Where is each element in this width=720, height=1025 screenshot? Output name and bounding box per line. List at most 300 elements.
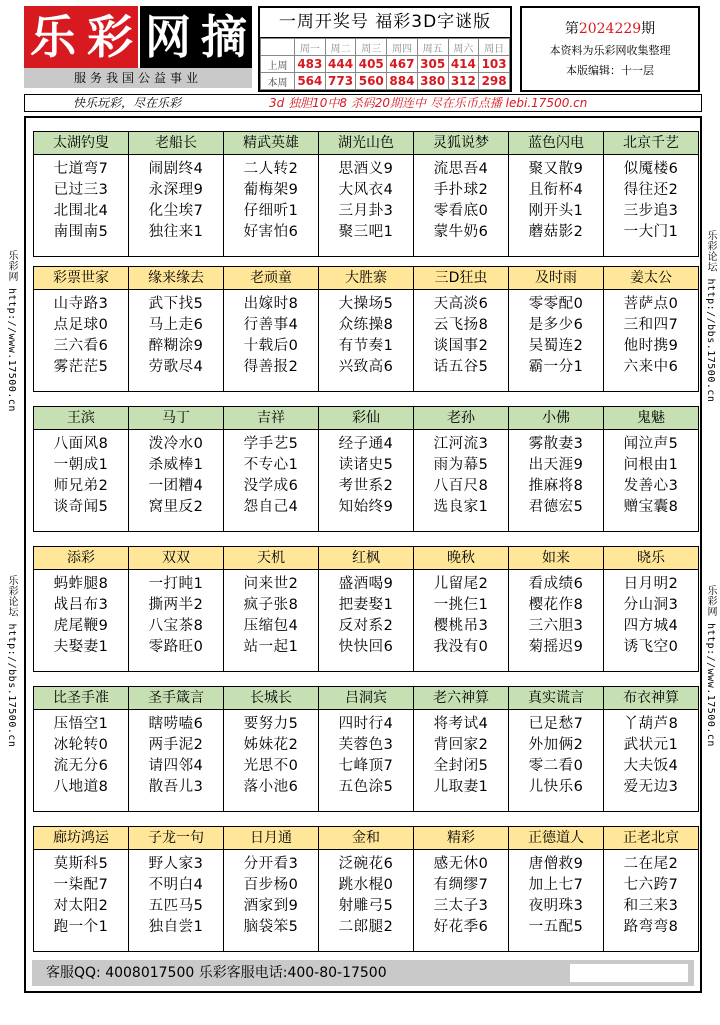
riddle-line: 问来世2 bbox=[243, 576, 299, 592]
cell-lines bbox=[224, 570, 318, 658]
puzzle-cell bbox=[33, 686, 129, 812]
cell-title: 如来 bbox=[509, 547, 603, 570]
riddle-line: 三六看6 bbox=[53, 338, 109, 354]
puzzle-cell bbox=[128, 546, 224, 672]
cell-title: 太湖钓叟 bbox=[34, 132, 128, 155]
riddle-line: 盛酒喝9 bbox=[338, 576, 394, 592]
logo-char: 乐 bbox=[24, 6, 82, 68]
riddle-line: 分山洞3 bbox=[623, 597, 679, 613]
logo-char: 网 bbox=[140, 6, 196, 68]
puzzle-cell bbox=[33, 826, 129, 952]
riddle-line: 赠宝囊8 bbox=[623, 499, 679, 515]
riddle-line: 五色涂5 bbox=[338, 779, 394, 795]
riddle-line: 爱无边3 bbox=[623, 779, 679, 795]
cell-lines bbox=[509, 155, 603, 243]
cell-lines bbox=[224, 430, 318, 518]
puzzle-cell bbox=[318, 406, 414, 532]
riddle-line: 分开看3 bbox=[243, 856, 299, 872]
tagline-left: 快乐玩彩，尽在乐彩 bbox=[73, 96, 182, 110]
riddle-line: 出天涯9 bbox=[528, 457, 584, 473]
riddle-line: 有节奏1 bbox=[338, 338, 394, 354]
riddle-line: 唐僧救9 bbox=[528, 856, 584, 872]
riddle-line: 一团糟4 bbox=[148, 478, 204, 494]
cell-lines bbox=[224, 850, 318, 938]
cell-title: 晚秋 bbox=[414, 547, 508, 570]
riddle-line: 零看底0 bbox=[433, 203, 489, 219]
cell-lines bbox=[414, 430, 508, 518]
cell-title: 正德道人 bbox=[509, 827, 603, 850]
riddle-line: 流无分6 bbox=[53, 758, 109, 774]
cell-lines bbox=[509, 570, 603, 658]
day-header: 周六 bbox=[448, 39, 479, 56]
riddle-line: 君德宏5 bbox=[528, 499, 584, 515]
riddle-line: 零二看0 bbox=[528, 758, 584, 774]
riddle-line: 瞎唠嗑6 bbox=[148, 716, 204, 732]
riddle-line: 儿留尾2 bbox=[433, 576, 489, 592]
cell-lines bbox=[604, 155, 698, 243]
puzzle-cell bbox=[223, 546, 319, 672]
riddle-line: 有绸缪7 bbox=[433, 877, 489, 893]
side-text-left-bottom: 乐彩论坛 http://bbs.17500.cn bbox=[6, 575, 17, 748]
cell-lines bbox=[129, 155, 223, 243]
riddle-line: 行善事4 bbox=[243, 317, 299, 333]
draw-number: 380 bbox=[417, 73, 448, 90]
riddle-line: 跑一个1 bbox=[53, 919, 109, 935]
riddle-line: 一挑仨1 bbox=[433, 597, 489, 613]
cell-title: 王滨 bbox=[34, 407, 128, 430]
riddle-line: 零零配0 bbox=[528, 296, 584, 312]
riddle-line: 他时携9 bbox=[623, 338, 679, 354]
riddle-line: 霸一分1 bbox=[528, 359, 584, 375]
riddle-line: 师兄弟2 bbox=[53, 478, 109, 494]
riddle-line: 知始终9 bbox=[338, 499, 394, 515]
cell-title: 蓝色闪电 bbox=[509, 132, 603, 155]
riddle-line: 三和四7 bbox=[623, 317, 679, 333]
puzzle-cell bbox=[603, 546, 699, 672]
riddle-line: 莫斯科5 bbox=[53, 856, 109, 872]
cell-title: 彩票世家 bbox=[34, 267, 128, 290]
riddle-line: 将考试4 bbox=[433, 716, 489, 732]
cell-title: 子龙一句 bbox=[129, 827, 223, 850]
puzzle-cell bbox=[318, 266, 414, 392]
cell-lines bbox=[319, 155, 413, 243]
riddle-line: 樱花作8 bbox=[528, 597, 584, 613]
footer-blank-box bbox=[570, 964, 688, 982]
riddle-line: 七峰顶7 bbox=[338, 758, 394, 774]
riddle-line: 菊摇迟9 bbox=[528, 639, 584, 655]
cell-lines bbox=[129, 570, 223, 658]
cell-lines bbox=[319, 850, 413, 938]
riddle-line: 刚开头1 bbox=[528, 203, 584, 219]
riddle-line: 酒家到9 bbox=[243, 898, 299, 914]
riddle-line: 六来中6 bbox=[623, 359, 679, 375]
puzzle-cell bbox=[508, 406, 604, 532]
draw-number: 884 bbox=[387, 73, 418, 90]
riddle-line: 谈奇闻5 bbox=[53, 499, 109, 515]
riddle-line: 雨为幕5 bbox=[433, 457, 489, 473]
riddle-line: 菩萨点0 bbox=[623, 296, 679, 312]
riddle-line: 读诸史5 bbox=[338, 457, 394, 473]
riddle-line: 独往来1 bbox=[148, 224, 204, 240]
riddle-line: 姊妹花2 bbox=[243, 737, 299, 753]
riddle-line: 泼冷水0 bbox=[148, 436, 204, 452]
cell-lines bbox=[129, 290, 223, 378]
puzzle-cell bbox=[508, 131, 604, 257]
riddle-line: 独自尝1 bbox=[148, 919, 204, 935]
day-header: 周四 bbox=[387, 39, 418, 56]
draw-number: 414 bbox=[448, 56, 479, 73]
draw-number: 103 bbox=[479, 56, 510, 73]
riddle-line: 经子通4 bbox=[338, 436, 394, 452]
riddle-line: 已足愁7 bbox=[528, 716, 584, 732]
riddle-line: 三步追3 bbox=[623, 203, 679, 219]
riddle-line: 吴蜀连2 bbox=[528, 338, 584, 354]
cell-title: 鬼魅 bbox=[604, 407, 698, 430]
footer bbox=[32, 960, 694, 986]
riddle-line: 思酒义9 bbox=[338, 161, 394, 177]
riddle-line: 大夫饭4 bbox=[623, 758, 679, 774]
cell-lines bbox=[414, 850, 508, 938]
riddle-line: 三太子3 bbox=[433, 898, 489, 914]
cell-lines bbox=[509, 430, 603, 518]
week-table bbox=[260, 38, 510, 90]
cell-lines bbox=[224, 710, 318, 798]
riddle-line: 聚又散9 bbox=[528, 161, 584, 177]
riddle-line: 得往还2 bbox=[623, 182, 679, 198]
riddle-line: 云飞扬8 bbox=[433, 317, 489, 333]
riddle-line: 兴致高6 bbox=[338, 359, 394, 375]
riddle-line: 战吕布3 bbox=[53, 597, 109, 613]
cell-lines bbox=[604, 290, 698, 378]
riddle-line: 脑袋笨5 bbox=[243, 919, 299, 935]
draw-number: 444 bbox=[325, 56, 356, 73]
day-header: 周五 bbox=[417, 39, 448, 56]
riddle-line: 三六胆3 bbox=[528, 618, 584, 634]
riddle-line: 加上七7 bbox=[528, 877, 584, 893]
puzzle-cell bbox=[603, 686, 699, 812]
cell-title: 吕洞宾 bbox=[319, 687, 413, 710]
puzzle-cell bbox=[33, 406, 129, 532]
cell-lines bbox=[34, 290, 128, 378]
riddle-line: 反对系2 bbox=[338, 618, 394, 634]
cell-lines bbox=[129, 850, 223, 938]
cell-title: 添彩 bbox=[34, 547, 128, 570]
cell-title: 三D狂虫 bbox=[414, 267, 508, 290]
riddle-line: 四方城4 bbox=[623, 618, 679, 634]
puzzle-cell bbox=[223, 406, 319, 532]
cell-lines bbox=[604, 710, 698, 798]
issue-line bbox=[522, 18, 698, 38]
cell-lines bbox=[414, 155, 508, 243]
puzzle-cell bbox=[508, 266, 604, 392]
cell-title: 老船长 bbox=[129, 132, 223, 155]
cell-title: 廊坊鸿运 bbox=[34, 827, 128, 850]
cell-title: 精武英雄 bbox=[224, 132, 318, 155]
riddle-line: 武状元1 bbox=[623, 737, 679, 753]
riddle-line: 二郎腿2 bbox=[338, 919, 394, 935]
cell-title: 双双 bbox=[129, 547, 223, 570]
riddle-line: 怨自己4 bbox=[243, 499, 299, 515]
puzzle-cell bbox=[413, 546, 509, 672]
riddle-line: 考世系2 bbox=[338, 478, 394, 494]
cell-lines bbox=[34, 850, 128, 938]
riddle-line: 射雕弓5 bbox=[338, 898, 394, 914]
riddle-line: 背回家2 bbox=[433, 737, 489, 753]
cell-title: 老顽童 bbox=[224, 267, 318, 290]
cell-title: 北京千艺 bbox=[604, 132, 698, 155]
puzzle-cell bbox=[413, 131, 509, 257]
riddle-line: 没学成6 bbox=[243, 478, 299, 494]
riddle-line: 推麻将8 bbox=[528, 478, 584, 494]
riddle-line: 撕两半2 bbox=[148, 597, 204, 613]
riddle-line: 大操场5 bbox=[338, 296, 394, 312]
riddle-line: 两手泥2 bbox=[148, 737, 204, 753]
riddle-line: 快快回6 bbox=[338, 639, 394, 655]
riddle-line: 要努力5 bbox=[243, 716, 299, 732]
riddle-line: 一柒配7 bbox=[53, 877, 109, 893]
riddle-line: 泛碗花6 bbox=[338, 856, 394, 872]
cell-title: 红枫 bbox=[319, 547, 413, 570]
cell-title: 姜太公 bbox=[604, 267, 698, 290]
riddle-line: 散吾儿3 bbox=[148, 779, 204, 795]
riddle-line: 闻泣声5 bbox=[623, 436, 679, 452]
riddle-line: 看成绩6 bbox=[528, 576, 584, 592]
cell-title: 吉祥 bbox=[224, 407, 318, 430]
riddle-line: 似魇楼6 bbox=[623, 161, 679, 177]
riddle-line: 窝里反2 bbox=[148, 499, 204, 515]
cell-lines bbox=[129, 710, 223, 798]
last-week-label: 上周 bbox=[261, 56, 295, 73]
riddle-line: 雾茫茫5 bbox=[53, 359, 109, 375]
riddle-line: 蚂蚱腿8 bbox=[53, 576, 109, 592]
draw-number: 773 bbox=[325, 73, 356, 90]
riddle-line: 醉糊涂9 bbox=[148, 338, 204, 354]
draw-number: 312 bbox=[448, 73, 479, 90]
cell-lines bbox=[414, 570, 508, 658]
draw-number: 560 bbox=[356, 73, 387, 90]
puzzle-grid bbox=[24, 116, 702, 993]
riddle-line: 八宝茶8 bbox=[148, 618, 204, 634]
draw-number: 405 bbox=[356, 56, 387, 73]
cell-lines bbox=[224, 155, 318, 243]
day-header: 周二 bbox=[325, 39, 356, 56]
riddle-line: 山寺路3 bbox=[53, 296, 109, 312]
riddle-line: 一朝成1 bbox=[53, 457, 109, 473]
source-note: 本资料为乐彩网收集整理 bbox=[549, 44, 671, 57]
riddle-line: 我没有0 bbox=[433, 639, 489, 655]
riddle-line: 点足球0 bbox=[53, 317, 109, 333]
cell-title: 精彩 bbox=[414, 827, 508, 850]
puzzle-cell bbox=[603, 266, 699, 392]
riddle-line: 江河流3 bbox=[433, 436, 489, 452]
riddle-line: 好害怕6 bbox=[243, 224, 299, 240]
cell-title: 灵狐说梦 bbox=[414, 132, 508, 155]
riddle-line: 七六跨7 bbox=[623, 877, 679, 893]
cell-title: 马丁 bbox=[129, 407, 223, 430]
puzzle-cell bbox=[413, 826, 509, 952]
riddle-line: 请四邻4 bbox=[148, 758, 204, 774]
riddle-line: 杀威棒1 bbox=[148, 457, 204, 473]
cell-title: 湖光山色 bbox=[319, 132, 413, 155]
riddle-line: 对太阳2 bbox=[53, 898, 109, 914]
riddle-line: 马上走6 bbox=[148, 317, 204, 333]
draw-number: 564 bbox=[295, 73, 326, 90]
puzzle-cell bbox=[413, 266, 509, 392]
riddle-line: 八地道8 bbox=[53, 779, 109, 795]
cell-title: 彩仙 bbox=[319, 407, 413, 430]
riddle-line: 诱飞空0 bbox=[623, 639, 679, 655]
cell-title: 真实谎言 bbox=[509, 687, 603, 710]
riddle-line: 选良家1 bbox=[433, 499, 489, 515]
riddle-line: 谈国事2 bbox=[433, 338, 489, 354]
cell-title: 正老北京 bbox=[604, 827, 698, 850]
draw-number: 298 bbox=[479, 73, 510, 90]
tagline-bar bbox=[24, 94, 702, 112]
riddle-line: 夫娶妻1 bbox=[53, 639, 109, 655]
riddle-line: 芙蓉色3 bbox=[338, 737, 394, 753]
puzzle-cell bbox=[318, 546, 414, 672]
puzzle-cell bbox=[223, 826, 319, 952]
riddle-line: 二在尾2 bbox=[623, 856, 679, 872]
cell-lines bbox=[319, 710, 413, 798]
puzzle-cell bbox=[603, 131, 699, 257]
puzzle-cell bbox=[33, 266, 129, 392]
riddle-line: 野人家3 bbox=[148, 856, 204, 872]
cell-lines bbox=[319, 290, 413, 378]
cell-title: 老孙 bbox=[414, 407, 508, 430]
editor-note: 本版编辑：十一层 bbox=[566, 64, 654, 77]
riddle-line: 五匹马5 bbox=[148, 898, 204, 914]
puzzle-cell bbox=[413, 686, 509, 812]
slogan: 服务我国公益事业 bbox=[24, 68, 252, 88]
cell-title: 小佛 bbox=[509, 407, 603, 430]
puzzle-cell bbox=[223, 131, 319, 257]
riddle-line: 一打盹1 bbox=[148, 576, 204, 592]
riddle-line: 外加俩2 bbox=[528, 737, 584, 753]
riddle-line: 全封闭5 bbox=[433, 758, 489, 774]
side-text-right-bottom: 乐彩网 http://www.17500.cn bbox=[705, 585, 716, 747]
promo-link[interactable]: 3d 独胆10中8 杀码20期连中 尽在乐币点播 lebi.17500.cn bbox=[269, 96, 588, 110]
riddle-line: 已过三3 bbox=[53, 182, 109, 198]
riddle-line: 冰轮转0 bbox=[53, 737, 109, 753]
cell-title: 大胜寨 bbox=[319, 267, 413, 290]
riddle-line: 问根由1 bbox=[623, 457, 679, 473]
cell-lines bbox=[509, 710, 603, 798]
cell-title: 天机 bbox=[224, 547, 318, 570]
riddle-line: 七道弯7 bbox=[53, 161, 109, 177]
cell-lines bbox=[414, 710, 508, 798]
riddle-line: 四时行4 bbox=[338, 716, 394, 732]
riddle-line: 发善心3 bbox=[623, 478, 679, 494]
puzzle-cell bbox=[128, 266, 224, 392]
puzzle-cell bbox=[128, 406, 224, 532]
riddle-line: 是多少6 bbox=[528, 317, 584, 333]
customer-service: 客服QQ: 4008017500 乐彩客服电话:400-80-17500 bbox=[46, 965, 387, 981]
riddle-line: 零路旺0 bbox=[148, 639, 204, 655]
draw-number: 483 bbox=[295, 56, 326, 73]
riddle-line: 话五谷5 bbox=[433, 359, 489, 375]
cell-lines bbox=[414, 290, 508, 378]
cell-title: 长城长 bbox=[224, 687, 318, 710]
riddle-line: 葡梅架9 bbox=[243, 182, 299, 198]
riddle-line: 十载后0 bbox=[243, 338, 299, 354]
riddle-line: 一五配5 bbox=[528, 919, 584, 935]
riddle-line: 且衔杯4 bbox=[528, 182, 584, 198]
riddle-line: 流思吾4 bbox=[433, 161, 489, 177]
draw-number: 467 bbox=[387, 56, 418, 73]
puzzle-cell bbox=[33, 546, 129, 672]
puzzle-cell bbox=[223, 266, 319, 392]
cell-lines bbox=[509, 290, 603, 378]
cell-title: 日月通 bbox=[224, 827, 318, 850]
cell-title: 及时雨 bbox=[509, 267, 603, 290]
riddle-line: 闹剧终4 bbox=[148, 161, 204, 177]
riddle-line: 众练操8 bbox=[338, 317, 394, 333]
side-text-right-top: 乐彩论坛 http://bbs.17500.cn bbox=[705, 230, 716, 403]
riddle-line: 天高淡6 bbox=[433, 296, 489, 312]
issue-prefix: 第 bbox=[564, 21, 579, 37]
cell-lines bbox=[34, 155, 128, 243]
cell-lines bbox=[319, 430, 413, 518]
cell-title: 老六神算 bbox=[414, 687, 508, 710]
puzzle-cell bbox=[603, 406, 699, 532]
day-header: 周三 bbox=[356, 39, 387, 56]
riddle-line: 劳歌尽4 bbox=[148, 359, 204, 375]
issue-number: 2024229 bbox=[578, 21, 642, 37]
riddle-line: 压缩包4 bbox=[243, 618, 299, 634]
cell-lines bbox=[224, 290, 318, 378]
riddle-line: 站一起1 bbox=[243, 639, 299, 655]
riddle-line: 化尘埃7 bbox=[148, 203, 204, 219]
side-text-left-top: 乐彩网 http://www.17500.cn bbox=[6, 250, 17, 412]
riddle-line: 不明白4 bbox=[148, 877, 204, 893]
cell-lines bbox=[34, 430, 128, 518]
puzzle-cell bbox=[508, 546, 604, 672]
puzzle-cell bbox=[128, 826, 224, 952]
riddle-line: 百步杨0 bbox=[243, 877, 299, 893]
riddle-line: 八面风8 bbox=[53, 436, 109, 452]
riddle-line: 永深理9 bbox=[148, 182, 204, 198]
cell-title: 布衣神算 bbox=[604, 687, 698, 710]
puzzle-cell bbox=[128, 686, 224, 812]
puzzle-cell bbox=[318, 131, 414, 257]
riddle-line: 和三来3 bbox=[623, 898, 679, 914]
center-title: 一周开奖号 福彩3D字谜版 bbox=[260, 8, 510, 38]
riddle-line: 仔细听1 bbox=[243, 203, 299, 219]
riddle-line: 压悟空1 bbox=[53, 716, 109, 732]
riddle-line: 南围南5 bbox=[53, 224, 109, 240]
riddle-line: 夜明珠3 bbox=[528, 898, 584, 914]
riddle-line: 聚三吧1 bbox=[338, 224, 394, 240]
riddle-line: 学手艺5 bbox=[243, 436, 299, 452]
logo-char: 彩 bbox=[82, 6, 138, 68]
riddle-line: 一大门1 bbox=[623, 224, 679, 240]
cell-lines bbox=[604, 850, 698, 938]
riddle-line: 丫葫芦8 bbox=[623, 716, 679, 732]
riddle-line: 出嫁时8 bbox=[243, 296, 299, 312]
riddle-line: 感无休0 bbox=[433, 856, 489, 872]
puzzle-cell bbox=[508, 826, 604, 952]
cell-lines bbox=[509, 850, 603, 938]
riddle-line: 光思不0 bbox=[243, 758, 299, 774]
riddle-line: 路弯弯8 bbox=[623, 919, 679, 935]
issue-suffix: 期 bbox=[641, 21, 656, 37]
logo-char: 摘 bbox=[196, 6, 252, 68]
cell-lines bbox=[604, 570, 698, 658]
riddle-line: 跳水棍0 bbox=[338, 877, 394, 893]
cell-title: 圣手箴言 bbox=[129, 687, 223, 710]
weekly-results bbox=[258, 6, 512, 92]
